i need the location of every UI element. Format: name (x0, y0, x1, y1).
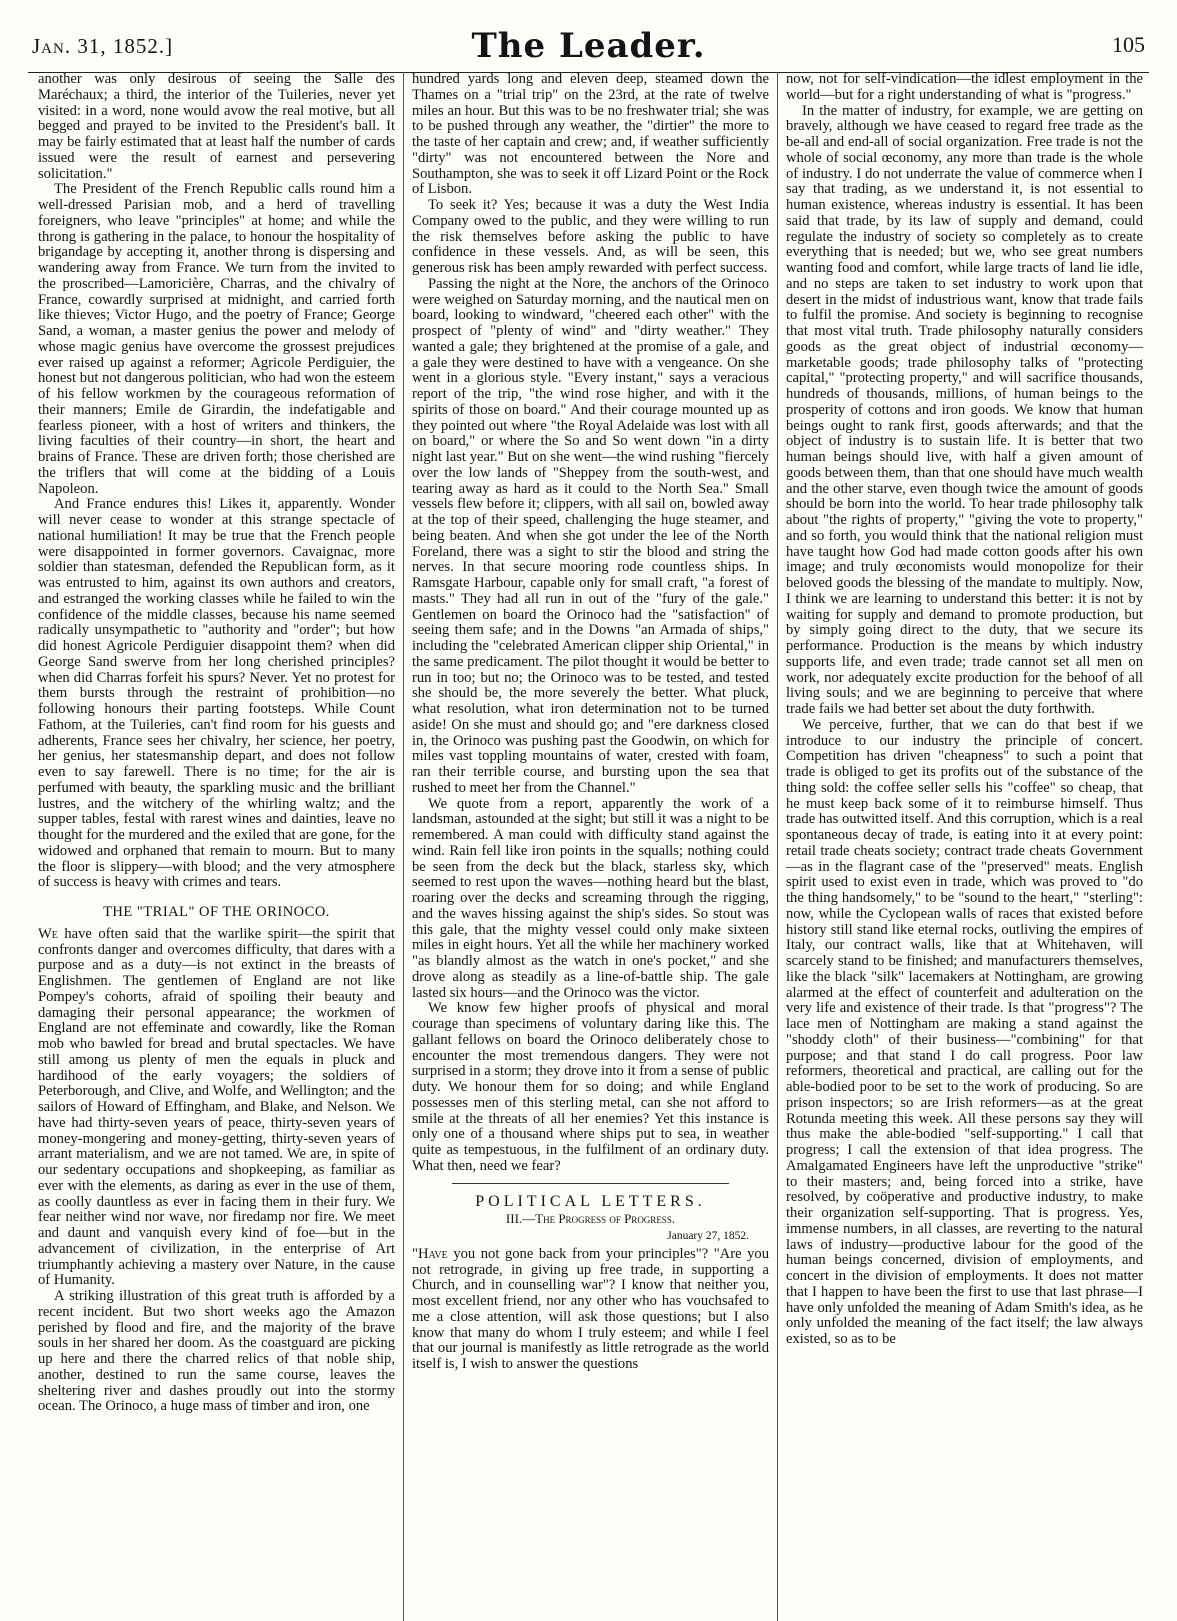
paragraph: And France endures this! Likes it, apparently. Wonder will never cease to wonder at this strange spectacle of national humiliation! It may be true that the French people were disappointed in former governors. Cavaignac, more soldier than statesman, defended the Republican form, as it was entrusted to him, against its own authors and creators, and estranged the working classes while he failed to win the confidence of the middle classes, because his name seemed radically unsympathetic to "authority and "order"; but how did honest Agricole Perdiguier disappoint them? when did George Sand swerve from her long cherished principles? when did Charras forfeit his spurs? Never. Yet no protest for them bursts through the restraint of prohibition—no following honours their parting footsteps. While Count Fathom, at the Tuileries, can't find room for his guests and adherents, France sees her chivalry, her science, her poetry, her genius, her statesmanship depart, and does not follow even to say farewell. There is no time; for the air is perfumed with beauty, the sparkling music and the brilliant lustres, and the witchery of the whirling waltz; and the supper tables, festal with rarest wines and dainties, leave no thought for the murdered and the exiled that are gone, for the widowed and orphaned that remain to mourn. But to many the floor is slippery—with blood; and the very atmosphere of success is heavy with crimes and tears. (38, 496, 395, 891)
section-divider (452, 1183, 729, 1184)
paragraph: In the matter of industry, for example, we are getting on bravely, although we have ceased to regard free trade as the be-all and end-all of social organization. Free trade is not the whole of social œconomy, any more than trade is the whole of industry. I do not underrate the value of commerce when I say that trading, as we understand it, is not essential to human existence, whereas industry is essential. It has been said that trade, by its law of supply and demand, could regulate the industry of society so completely as to create everything that is needed; but we, who see great numbers wanting food and comfort, while large tracts of land lie idle, and no steps are taken to set industry to work upon that desert in the midst of industrious want, know that trade fails to fulfil the promise. And society is beginning to recognise that most vital truth. Trade philosophy naturally considers goods as the great object of industrial œconomy—marketable goods; trade philosophy talks of "protecting capital," "protecting property," and will sacrifice thousands, hundreds of thousands, millions, of human beings to the prosperity of cottons and iron goods. We know that human beings ought to rank first, goods afterwards; and that the object of industry is to sustain life. It is better that two human beings should live, with half a given amount of goods between them, than that one should have much wealth and the other starve, even though twice the amount of goods should be born into the world. To hear trade philosophy talk about "the rights of property," "giving the vote to property," and so forth, you would think that the national religion must have taught how God had made cotton goods after his own image; and truly œconomists would monopolize for their beloved goods the blessing of the mandate to multiply. Now, I think we are learning to understand this better: it is not by waiting for supply and demand to promote production, but by simply going direct to the duty, that we secure its performance. Production is the means by which industry supports life, and even trade; trade cannot set all men on work, nor adequately excite production for the behoof of all living souls; and we are beginning to perceive that where trade fails we had better set about the duty forthwith. (786, 102, 1143, 717)
paragraph: A striking illustration of this great truth is afforded by a recent incident. But two short weeks ago the Amazon perished by flood and fire, and the majority of the brave souls in her shared her doom. As the coastguard are picking up here and there the charred relics of that noble ship, another, destined to run the same course, leaves the sheltering river and dashes proudly out into the stormy ocean. The Orinoco, a huge mass of timber and iron, one (38, 1288, 395, 1415)
paragraph-text: have often said that the warlike spirit—the spirit that confronts danger and overcomes difficulty, that dares with a purpose and as a duty—is not extinct in the breasts of Englishmen. The gentlemen of England are not like Pompey's cohorts, afraid of spoiling their beauty and damaging their personal appearance; the workmen of England are not effeminate and cowardly, like the Roman mob who bawled for bread and brutal spectacles. We have still among us plenty of men the equals in pluck and hardihood of the early voyagers; the soldiers of Peterborough, and Clive, and Wolfe, and Wellington; and the sailors of Howard of Effingham, and Blake, and Nelson. We have had thirty-seven years of peace, thirty-seven years of money-mongering and money-getting, thirty-seven years of arrant materialism, and we are not tamed. We are, in spite of our sedentary occupations and shopkeeping, as familiar as ever with the elements, as daring as ever in the use of them, as coolly dauntless as ever in facing them in their fury. We fear neither wind nor wave, nor firedamp nor fire. We meet and daunt and vanquish every kind of foe—but in the advancement of civilization, in the enterprise of Art triumphantly achieving a mastery over Nature, in the cause of Humanity. (38, 925, 395, 1289)
paragraph (38, 927, 395, 1289)
paragraph-text: you not gone back from your principles"? "Are you not retrograde, in giving up free trade, in supporting a Church, and in counselling war"? I know that neither you, most excellent friend, nor any other who has vouchsafed to me a close attention, will ask those questions; but I also know that many do whom I truly esteem; and while I feel that our journal is manifestly as little retrograde as the world itself is, I wish to answer the questions (412, 1245, 769, 1372)
letter-date: January 27, 1852. (667, 1230, 749, 1242)
section-title-orinoco: THE "TRIAL" OF THE ORINOCO. (103, 904, 330, 920)
lead-word: "Have (412, 1245, 448, 1262)
paragraph: To seek it? Yes; because it was a duty the West India Company owed to the public, and they were willing to run the risk themselves before asking the public to have confidence in these vessels. And, as will be seen, this generous risk has been amply rewarded with perfect success. (412, 197, 769, 276)
drop-word: We (38, 925, 58, 942)
article-columns (30, 72, 1151, 1621)
paragraph (412, 1247, 769, 1373)
paragraph: We quote from a report, apparently the work of a landsman, astounded at the sight; but still it was a night to be remembered. A man could with difficulty stand against the wind. Rain fell like iron points in the squalls; nothing could be seen from the deck but the black, starless sky, which seemed to rest upon the waves—nothing heard but the blast, roaring over the decks and screaming through the rigging, and the waves hissing against the ship's sides. So stout was this gale, that the mighty vessel could only make sixteen miles in eight hours. Yet all the while her machinery worked "as blandly almost as the watch in one's pocket," and she drove along as steadily as a line-of-battle ship. The gale lasted six hours—and the Orinoco was the victor. (412, 795, 769, 1001)
column-3 (777, 72, 1151, 1621)
paragraph: The President of the French Republic calls round him a well-dressed Parisian mob, and a herd of travelling foreigners, who leave "principles" at home; and while the throng is gathering in the palace, to honour the hospitality of brigandage by accepting it, another throng is dispersing and wandering away from France. We turn from the invited to the proscribed—Lamoricière, Charras, and the chivalry of France, cowardly surprised at midnight, and carried forth like thieves; Victor Hugo, and the poetry of France; George Sand, a woman, a master genius the power and melody of whose magic genius have overcome the grossest prejudices ever raised up against a reformer; Agricole Perdiguier, the honest but not dangerous politician, who had won the esteem of his fellow workmen by the courageous reformation of their manners; Emile de Girardin, the indefatigable and fearless pioneer, with a host of writers and thinkers, the living faculties of their country—in short, the heart and brains of France. These are driven forth; those cherished are the triflers that will come at the bidding of a Louis Napoleon. (38, 181, 395, 497)
paragraph: Passing the night at the Nore, the anchors of the Orinoco were weighed on Saturday morning, and the nautical men on board, looking to windward, "cheered each other" with the prospect of "plenty of wind" and "dirty weather." They wanted a gale; they brightened at the promise of a gale, and a gale they were destined to have with a vengeance. On she went in a glorious style. "Every instant," says a veracious report of the trip, "the wind rose higher, and with it the spirits of those on board." And their courage mounted up as they pointed out where "the Royal Adelaide was lost with all on board," or where the So and So went down "in a dirty night last year." But on she went—the wind rushing "fiercely over the low lands of "Sheppey from the south-west, and tearing away as hard as it could to the North Sea." Small vessels flew before it; clippers, with all sail on, bowled away at the top of their speed, challenging the huge steamer, and being beaten. And when she got under the lee of the North Foreland, there was a sight to stir the blood and string the nerves. In that secure mooring rode countless ships. In Ramsgate Harbour, capable only for small craft, "a forest of masts." They had all run in out of the "fury of the gale." Gentlemen on board the Orinoco had the "satisfaction" of seeing them safe; and in the Downs "an Armada of ships," including the "celebrated American clipper ship Oriental," in the same predicament. The pilot thought it would be better to run in too; but no; the Orinoco was to be tested, and tested she should be, the more severely the better. What pluck, what resolution, what iron determination not to be turned aside! On she must and should go; and "ere darkness closed in, the Orinoco was pushing past the Goodwin, on which for miles vast toppling mountains of water, crested with foam, ran their terrible course, and bursting upon the sea that rushed to meet her from the Channel." (412, 275, 769, 796)
column-2 (403, 72, 777, 1621)
section-title-political-letters: POLITICAL LETTERS. (475, 1192, 706, 1210)
paragraph: We know few higher proofs of physical and moral courage than specimens of voluntary daring like this. The gallant fellows on board the Orinoco deliberately chose to encounter the most tremendous dangers. They were not surprised in a storm; they drove into it from a sense of public duty. We honour them for so doing; and while England possesses men of this sterling metal, can she not afford to smile at the threats of all her enemies? Yet this instance is only one of a thousand where ships put to sea, in weather quite as tempestuous, in the fulfilment of an ordinary duty. What then, need we fear? (412, 1000, 769, 1174)
paragraph: now, not for self-vindication—the idlest employment in the world—but for a right understanding of what is "progress." (786, 72, 1143, 103)
page-number: 105 (1112, 32, 1145, 57)
paragraph: We perceive, further, that we can do that best if we introduce to our industry the principle of concert. Competition has driven "cheapness" to such a point that trade is obliged to get its profits out of the substance of the thing sold: the coffee seller sells his "coffee" so cheap, that he must keep back some of it to reimburse himself. Thus trade has outwitted itself. And this corruption, which is a real spontaneous decay of trade, is eating into it at every point: retail trade cheats society; contract trade cheats Government—as in the flagrant case of the "preserved" meats. English spirit used to exist even in trade, which was proved to "do the thing handsomely," to be "sound to the heart," "sterling": now, while the Cyclopean walls of races that existed before history still stand like eternal rocks, outliving the empires of Italy, our contract walls, like that at Whitehaven, will scarcely stand to be finished; and manufacturers themselves, like the black "silk" lacemakers at Nottingham, are growing alarmed at the effect of counterfeit and adulteration on the very life and existence of their trade. Is that "progress"? The lace men of Nottingham are making a stand against the "shoddy cloth" of their business—"combining" for that purpose; and that stand I do call progress. Poor law reformers, theoretical and practical, are calling out for the able-bodied poor to be set to the work of producing. So are prison inspectors; so are Irish reformers—as at the great Rotunda meeting this week. All these persons say they will thus make the able-bodied "self-supporting." I call that progress; I call the extension of that idea progress. The Amalgamated Engineers have left the unproductive "strike" to their masters; and, being forced into a strike, have resolved, by coöperative and productive industry, to make their organization self-supporting. That is progress. Yes, immense numbers, in all classes, are reverting to the natural laws of industry—productive labour for the good of the human beings concerned, division of employments, and concert in the division of employments. It does not matter that I happen to have been the first to use that last phrase—I have only unfolded the meaning of Adam Smith's idea, as he only unfolded the meaning of the fact itself; the law always existed, so as to be (786, 716, 1143, 1347)
issue-date: Jan. 31, 1852.] (32, 34, 174, 58)
letter-subtitle: III.—The Progress of Progress. (505, 1211, 676, 1227)
page-header (28, 20, 1149, 73)
paragraph: another was only desirous of seeing the Salle des Maréchaux; a third, the interior of the Tuileries, never yet visited: in a word, none would avow the real motive, but all begged and prayed to be invited to the President's ball. It may be fairly estimated that at least half the number of cards issued were the result of earnest and persevering solicitation." (38, 72, 395, 182)
paragraph: hundred yards long and eleven deep, steamed down the Thames on a "trial trip" on the 23rd, at the rate of twelve miles an hour. But this was to be no freshwater trial; she was to be pushed through any weather, the "dirtier" the more to the taste of her captain and crew; and, if weather sufficiently "dirty" was not encountered between the Nore and Southampton, she was to seek it off Lizard Point or the Rock of Lisbon. (412, 72, 769, 198)
masthead-title: The Leader. (471, 26, 706, 66)
column-1 (30, 72, 403, 1621)
